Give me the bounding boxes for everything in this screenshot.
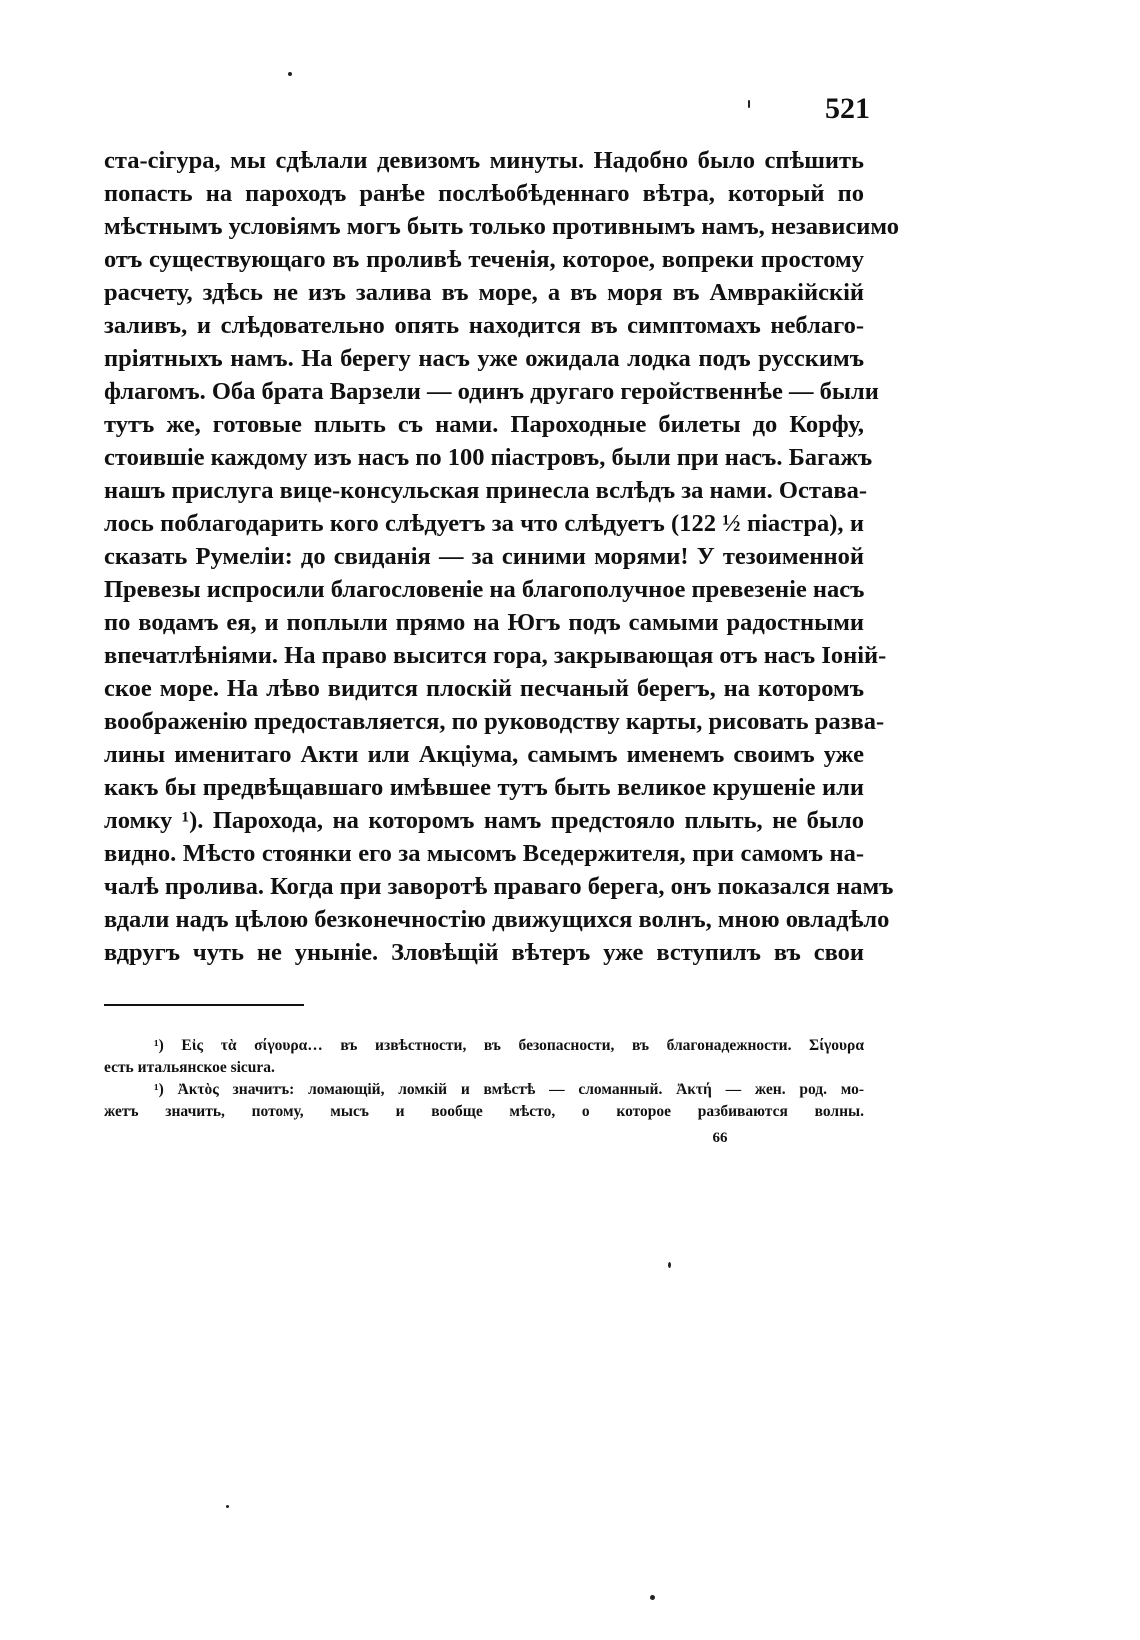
footnote-line: жетъ значить, потому, мысъ и вообще мѣсто, о которое разбиваются волны.	[104, 1103, 864, 1120]
text-line: чалѣ пролива. Когда при заворотѣ праваго берега, онъ показался намъ	[104, 873, 894, 900]
text-line: флагомъ. Оба брата Варзели — одинъ другаго геройственнѣе — были	[104, 378, 879, 405]
text-line: ское море. На лѣво видится плоскiй песчаный берегъ, на которомъ	[104, 675, 864, 702]
text-line: какъ бы предвѣщавшаго имѣвшее тутъ быть великое крушенiе или	[104, 774, 864, 801]
footnote-line: есть итальянское sicura.	[104, 1059, 275, 1076]
text-line: вдали надъ цѣлою безконечностiю движущихся волнъ, мною овладѣло	[104, 906, 890, 933]
page-number: 521	[825, 92, 870, 125]
text-line: сказать Румелiи: до свиданiя — за синими морями! У тезоименной	[104, 543, 864, 570]
text-line: расчету, здѣсь не изъ залива въ море, а въ моря въ Амвракiйскiй	[104, 279, 864, 306]
footnotes	[104, 1035, 864, 1123]
text-line: ломку ¹). Парохода, на которомъ намъ предстояло плыть, не было	[104, 807, 864, 834]
footnote-line: ¹) Ἀκτὸς значитъ: ломающiй, ломкiй и вмѣстѣ — сломанный. Ἀκτή — жен. род. мо-	[154, 1081, 864, 1098]
text-line: лось поблагодарить кого слѣдуетъ за что слѣдуетъ (122 ½ пiастра), и	[104, 510, 864, 537]
text-line: прiятныхъ намъ. На берегу насъ уже ожидала лодка подъ русскимъ	[104, 345, 864, 372]
text-line: вдругъ чуть не унынiе. Зловѣщiй вѣтеръ уже вступилъ въ свои	[104, 939, 864, 966]
printer-signature: 66	[712, 1130, 728, 1146]
text-line: заливъ, и слѣдовательно опять находится въ симптомахъ неблаго-	[104, 312, 864, 339]
text-line: отъ существующаго въ проливѣ теченiя, которое, вопреки простому	[104, 246, 864, 273]
text-line: воображенiю предоставляется, по руководству карты, рисовать разва-	[104, 708, 885, 735]
text-line: впечатлѣнiями. На право высится гора, закрывающая отъ насъ Iонiй-	[104, 642, 887, 669]
text-line: лины именитаго Акти или Акцiума, самымъ именемъ своимъ уже	[104, 741, 864, 768]
scan-speck	[650, 1595, 655, 1600]
footnote-divider	[104, 1004, 304, 1006]
text-line: попасть на пароходъ ранѣе послѣобѣденнаго вѣтра, который по	[104, 180, 864, 207]
text-line: ста-сiгура, мы сдѣлали девизомъ минуты. Надобно было спѣшить	[104, 147, 864, 174]
scan-speck	[748, 100, 750, 108]
text-line: видно. Мѣсто стоянки его за мысомъ Вседержителя, при самомъ на-	[104, 840, 864, 867]
text-line: по водамъ ея, и поплыли прямо на Югъ подъ самыми радостными	[104, 609, 864, 636]
scan-speck	[668, 1262, 671, 1268]
text-line: тутъ же, готовые плыть съ нами. Пароходные билеты до Корфу,	[104, 411, 864, 438]
scan-speck	[226, 1505, 229, 1508]
text-line: стоившiе каждому изъ насъ по 100 пiастровъ, были при насъ. Багажъ	[104, 444, 873, 471]
text-line: нашъ прислуга вице-консульская принесла вслѣдъ за нами. Остава-	[104, 477, 868, 504]
footnote-line: ¹) Εἰς τὰ σίγουρα… въ извѣстности, въ безопасности, въ благонадежности. Σίγουρα	[154, 1037, 864, 1054]
body-text	[104, 144, 899, 969]
text-line: Превезы испросили благословенiе на благополучное превезенiе насъ	[104, 576, 865, 603]
scan-speck	[288, 72, 292, 76]
text-line: мѣстнымъ условiямъ могъ быть только противнымъ намъ, независимо	[104, 213, 899, 240]
